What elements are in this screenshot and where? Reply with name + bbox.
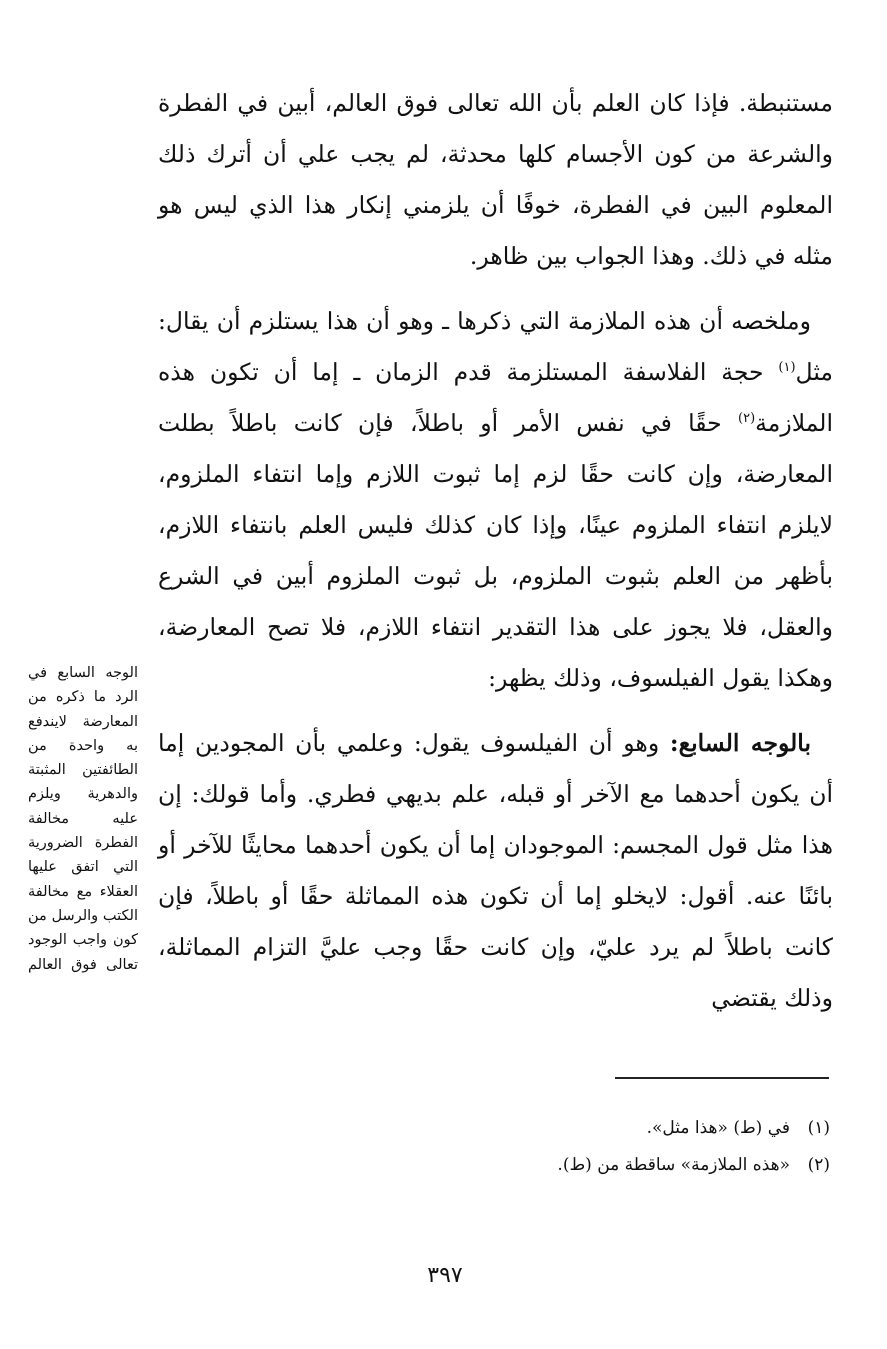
margin-note: الوجه السابع في الرد ما ذكره من المعارضة لايندفع به واحدة من الطائفتين المثبتة والدهرية ويلزم عليه مخالفة الفطرة الضرورية التي اتفق عليها العقلاء مع مخالفة الكتب والرسل من كون واجب الوجود تعالى فوق العالم	[28, 665, 138, 973]
footnotes	[400, 1110, 830, 1184]
footnote-number: (٢)	[807, 1155, 830, 1175]
footnote-marker-1: (١)	[778, 360, 796, 376]
main-text	[158, 78, 833, 1024]
footnote-1	[400, 1110, 830, 1147]
page-number: ٣٩٧	[427, 1263, 463, 1288]
footnote-separator	[615, 1077, 829, 1079]
paragraph-1: مستنبطة. فإذا كان العلم بأن الله تعالى فوق العالم، أبين في الفطرة والشرعة من كون الأجسام كلها محدثة، لم يجب علي أن أترك ذلك المعلوم البين في الفطرة، خوفًا أن يلزمني إنكار هذا الذي ليس هو مثله في ذلك. وهذا الجواب بين ظاهر.	[158, 89, 833, 270]
footnote-number: (١)	[807, 1118, 830, 1138]
paragraph-3	[158, 718, 833, 1024]
footnote-2	[400, 1147, 830, 1184]
paragraph-2-part-b: حجة الفلاسفة المستلزمة قدم الزمان ـ إما أن تكون هذه الملازمة	[158, 358, 833, 437]
footnote-text: «هذه الملازمة» ساقطة من (ط).	[557, 1155, 790, 1175]
section-heading-inline: بالوجه السابع:	[669, 729, 811, 757]
paragraph-3-text: وهو أن الفيلسوف يقول: وعلمي بأن المجودين إما أن يكون أحدهما مع الآخر أو قبله، علم بديهي فطري. وأما قولك: إن هذا مثل قول المجسم: الموجودان إما أن يكون أحدهما محايثًا للآخر أو بائنًا عنه. أقول: لايخلو إما أن تكون هذه المماثلة حقًا أو باطلاً، فإن كانت باطلاً لم يرد عليّ، وإن كانت حقًا وجب عليَّ التزام المماثلة، وذلك يقتضي	[158, 729, 833, 1012]
paragraph-2	[158, 296, 833, 704]
paragraph-2-part-a: وملخصه أن هذه الملازمة التي ذكرها ـ وهو أن هذا يستلزم أن يقال: مثل	[158, 307, 833, 386]
footnote-marker-2: (٢)	[738, 411, 756, 427]
footnote-text: في (ط) «هذا مثل».	[646, 1118, 790, 1138]
paragraph-2-part-c: حقًا في نفس الأمر أو باطلاً، فإن كانت باطلاً بطلت المعارضة، وإن كانت حقًا لزم إما ثبوت اللازم وإما انتفاء الملزوم، لايلزم انتفاء الملزوم عينًا، وإذا كان كذلك فليس العلم بانتفاء اللازم، بأظهر من العلم بثبوت الملزوم، بل ثبوت الملزوم أبين في الشرع والعقل، فلا يجوز على هذا التقدير انتفاء اللازم، فلا تصح المعارضة، وهكذا يقول الفيلسوف، وذلك يظهر:	[158, 409, 833, 692]
